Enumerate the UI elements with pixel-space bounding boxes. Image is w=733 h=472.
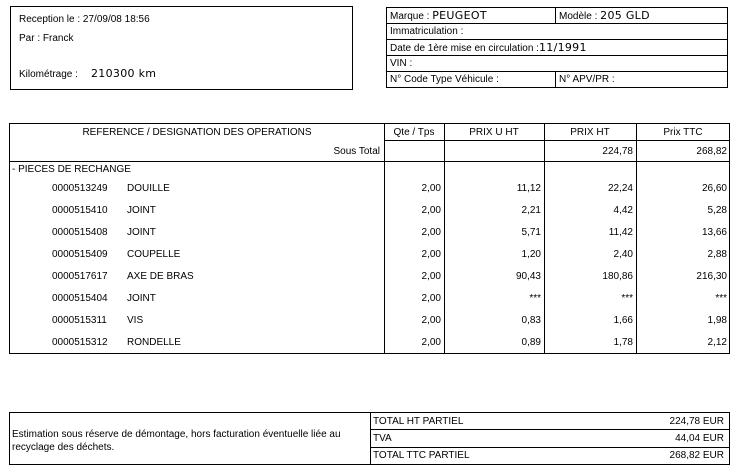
row-designation: JOINT [127, 293, 156, 304]
row-quantity: 2,00 [421, 227, 441, 238]
first-registration-cell [387, 40, 728, 56]
row-unit-price: 5,71 [521, 227, 541, 238]
row-price-ht: 4,42 [613, 205, 633, 216]
row-designation: COUPELLE [127, 249, 181, 260]
row-reference: 0000515404 [52, 293, 108, 304]
row-unit-price: 90,43 [515, 271, 541, 282]
first-registration-label: Date de 1ère mise en circulation : [390, 43, 539, 54]
row-price-ht: 1,66 [613, 315, 633, 326]
row-price-ht: 11,42 [608, 227, 633, 238]
row-reference: 0000513249 [52, 183, 108, 194]
row-designation: DOUILLE [127, 183, 170, 194]
row-quantity: 2,00 [421, 337, 441, 348]
subtotal-ttc: 268,82 [696, 146, 727, 157]
row-price-ttc: 13,66 [701, 227, 727, 238]
row-price-ht: 2,40 [613, 249, 633, 260]
row-price-ttc: 2,88 [707, 249, 727, 260]
row-designation: RONDELLE [127, 337, 181, 348]
section-label: - PIECES DE RECHANGE [12, 164, 131, 175]
row-unit-price: 1,20 [521, 249, 541, 260]
row-designation: JOINT [127, 205, 156, 216]
row-reference: 0000515410 [52, 205, 108, 216]
apv-field: N° APV/PR : [556, 72, 728, 88]
row-quantity: 2,00 [421, 183, 441, 194]
subtotal-ht: 224,78 [602, 146, 633, 157]
row-unit-price: *** [529, 293, 541, 304]
row-reference: 0000515408 [52, 227, 108, 238]
totals-box [9, 412, 730, 465]
estimate-note-line1: Estimation sous réserve de démontage, hors facturation éventuelle liée au [12, 429, 341, 440]
estimate-note-line2: recyclage des déchets. [12, 442, 115, 453]
row-quantity: 2,00 [421, 205, 441, 216]
row-unit-price: 0,83 [521, 315, 541, 326]
vin-field: VIN : [387, 56, 728, 72]
total-ttc-label: TOTAL TTC PARTIEL [373, 450, 470, 461]
reception-user: Par : Franck [19, 33, 74, 44]
total-ttc-value: 268,82 EUR [669, 450, 724, 461]
model-label: Modèle : [559, 11, 598, 22]
row-quantity: 2,00 [421, 315, 441, 326]
row-quantity: 2,00 [421, 271, 441, 282]
tva-label: TVA [373, 433, 392, 444]
subtotal-label: Sous Total [333, 146, 380, 157]
header-price-ht: PRIX HT [570, 127, 610, 138]
row-price-ttc: 216,30 [696, 271, 727, 282]
first-registration-value: 11/1991 [538, 41, 587, 54]
row-reference: 0000515311 [52, 315, 107, 326]
header-unit-price: PRIX U HT [469, 127, 519, 138]
vehicle-info-table [386, 7, 728, 88]
row-reference: 0000515312 [52, 337, 108, 348]
type-code-field: N° Code Type Véhicule : [387, 72, 556, 88]
row-quantity: 2,00 [421, 249, 441, 260]
row-unit-price: 0,89 [521, 337, 541, 348]
header-reference: REFERENCE / DESIGNATION DES OPERATIONS [82, 127, 312, 138]
row-designation: JOINT [127, 227, 156, 238]
operations-table [9, 123, 730, 354]
row-price-ht: 180,86 [602, 271, 633, 282]
row-price-ht: 1,78 [613, 337, 633, 348]
reception-date: Reception le : 27/09/08 18:56 [19, 14, 150, 25]
brand-label: Marque : [390, 11, 430, 22]
mileage-label: Kilométrage : [19, 69, 78, 80]
row-unit-price: 2,21 [521, 205, 541, 216]
row-reference: 0000515409 [52, 249, 108, 260]
mileage-value: 210300 km [91, 67, 157, 80]
header-quantity: Qte / Tps [393, 127, 435, 138]
total-ht-label: TOTAL HT PARTIEL [373, 416, 464, 427]
row-quantity: 2,00 [421, 293, 441, 304]
row-price-ht: 22,24 [607, 183, 633, 194]
row-price-ttc: 5,28 [707, 205, 727, 216]
row-reference: 0000517617 [52, 271, 108, 282]
row-price-ttc: *** [715, 293, 727, 304]
row-price-ttc: 1,98 [707, 315, 727, 326]
total-ht-value: 224,78 EUR [669, 416, 724, 427]
row-price-ttc: 2,12 [707, 337, 727, 348]
row-designation: VIS [127, 315, 144, 326]
row-designation: AXE DE BRAS [127, 271, 194, 282]
row-price-ttc: 26,60 [701, 183, 727, 194]
registration-field: Immatriculation : [387, 24, 728, 40]
tva-value: 44,04 EUR [675, 433, 724, 444]
header-price-ttc: Prix TTC [663, 127, 703, 138]
brand-value: PEUGEOT [432, 9, 487, 22]
model-cell [556, 8, 728, 24]
row-price-ht: *** [621, 293, 633, 304]
row-unit-price: 11,12 [516, 183, 541, 194]
model-value: 205 GLD [600, 9, 650, 22]
brand-cell [387, 8, 556, 24]
reception-box [10, 6, 353, 90]
